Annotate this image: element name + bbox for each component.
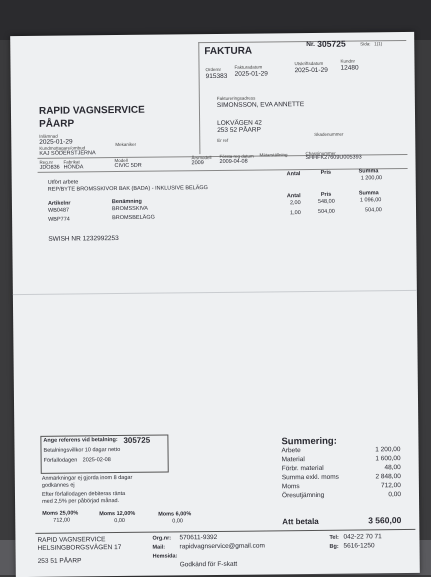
orgnr-label: Org.nr: bbox=[152, 535, 172, 542]
fakturadatum-label: Fakturadatum bbox=[234, 64, 263, 70]
moms-6-value: 0,00 bbox=[172, 518, 184, 525]
forfallo-label: Förfallodagen bbox=[43, 457, 78, 464]
regnr-value: JDO836 bbox=[39, 164, 60, 171]
tel-label: Tel: bbox=[329, 534, 339, 541]
sida-label: Sida: bbox=[360, 41, 371, 47]
work-header: Utfört arbete bbox=[47, 179, 79, 186]
article-row-2-artikelnr: WBP774 bbox=[48, 216, 70, 223]
summary-forbr-label: Förbr. material bbox=[281, 464, 324, 473]
bg-label: Bg: bbox=[329, 543, 339, 550]
billing-label: Faktureringsadress bbox=[216, 95, 256, 101]
kundnr-value: 12480 bbox=[340, 64, 359, 72]
billing-street: LOKVÄGEN 42 bbox=[217, 119, 262, 127]
payment-ref: 305725 bbox=[123, 435, 151, 445]
arsmodell-label: Årsmodell bbox=[191, 155, 212, 161]
anmarkning-line1: Anmärkningar ej gjorda inom 8 dagar bbox=[41, 474, 133, 482]
footer-name: RAPID VAGNSERVICE bbox=[37, 536, 106, 544]
fabrikat-value: HONDA bbox=[63, 164, 84, 171]
summary-forbr-value: 48,00 bbox=[384, 464, 401, 472]
summary-arbete-label: Arbete bbox=[281, 447, 301, 455]
summary-moms-label: Moms bbox=[281, 483, 300, 491]
moms-6-label: Moms 6,00% bbox=[158, 511, 192, 518]
fabrikat-label: Fabrikat bbox=[63, 159, 80, 165]
modell-label: Modell bbox=[114, 157, 128, 164]
swish-number: SWISH NR 1232992253 bbox=[48, 235, 119, 243]
footer-city: 253 51 PÅARP bbox=[37, 557, 82, 565]
fakturadatum-value: 2025-01-29 bbox=[234, 70, 268, 78]
benamning-label: Benämning bbox=[111, 198, 142, 206]
chassi-value: SHHFK27609U005393 bbox=[305, 154, 362, 162]
billing-name: SIMONSSON, EVA ANNETTE bbox=[216, 101, 305, 109]
moms-25-value: 712,00 bbox=[53, 517, 71, 524]
utskrift-value: 2025-01-29 bbox=[294, 66, 328, 75]
tel-value: 042-22 70 71 bbox=[343, 533, 382, 541]
hemsida-label: Hemsida: bbox=[152, 553, 178, 560]
article-row-2-summa: 504,00 bbox=[364, 207, 382, 214]
article-row-2-benamning: BROMSBELÄGG bbox=[112, 214, 155, 222]
moms-25-label: Moms 25,00% bbox=[42, 510, 79, 517]
article-row-1-summa: 1 096,00 bbox=[359, 197, 382, 204]
footer-street: HELSINGBORGSVÄGEN 17 bbox=[37, 543, 122, 552]
fskatt-text: Godkänd för F-skatt bbox=[179, 560, 238, 569]
inlamnad-value: 2025-01-29 bbox=[39, 138, 73, 146]
invoice-title: FAKTURA bbox=[204, 45, 253, 58]
order-label: Ordernr bbox=[205, 66, 222, 73]
summary-arbete-value: 1 200,00 bbox=[375, 446, 401, 454]
ranta-line2: med 2,5% per påbörjad månad. bbox=[42, 498, 120, 505]
skadenummer-label: Skadenummer bbox=[314, 131, 344, 137]
forsta-reg-value: 2009-04-08 bbox=[219, 158, 248, 165]
modell-value: CIVIC 5DR bbox=[114, 162, 142, 170]
mail-value: rapidvagnservice@gmail.com bbox=[179, 542, 265, 551]
matarstallning-label: Mätarställning bbox=[259, 152, 288, 158]
summary-exkl-label: Summa exkl. moms bbox=[281, 473, 339, 482]
kundmottagare-value: KAJ SÖDERSTJERNA bbox=[39, 150, 96, 157]
work-description: REP/BYTE BROMSSKIVOR BAK (BADA) - INKLUSIVE BELÄGG bbox=[47, 185, 208, 193]
regnr-label: Reg.nr bbox=[39, 159, 54, 165]
billing-city: 253 52 PÅARP bbox=[217, 126, 261, 134]
paper-fold bbox=[13, 290, 417, 295]
moms-12-value: 0,00 bbox=[114, 517, 126, 525]
att-betala-label: Att betala bbox=[282, 516, 319, 527]
articles-pris-label: Pris bbox=[320, 191, 332, 198]
kundmottagare-label: Kundmottagare/ombud bbox=[39, 145, 86, 151]
article-row-1-artikelnr: WB0487 bbox=[47, 207, 70, 214]
mail-label: Mail: bbox=[152, 544, 166, 551]
er-ref-label: Er ref bbox=[217, 137, 229, 143]
articles-antal-label: Antal bbox=[286, 193, 301, 200]
mekaniker-label: Mekaniker bbox=[115, 141, 137, 148]
chassi-label: Chassinummer bbox=[305, 150, 336, 157]
inlamnad-label: Inlämnad bbox=[39, 133, 58, 139]
anmarkning-line2: godkännes ej bbox=[41, 482, 75, 489]
article-row-1-antal: 2,00 bbox=[289, 200, 301, 207]
summary-ores-value: 0,00 bbox=[388, 491, 402, 499]
invoice-number: 305725 bbox=[317, 38, 346, 49]
forfallo-value: 2025-02-08 bbox=[82, 457, 111, 464]
invoice-paper bbox=[10, 32, 420, 577]
arsmodell-value: 2009 bbox=[191, 160, 204, 167]
articles-summa-label: Summa bbox=[358, 190, 379, 197]
att-betala-value: 3 560,00 bbox=[368, 515, 402, 526]
kundnr-label: Kundnr bbox=[340, 58, 355, 64]
article-row-2-antal: 1,00 bbox=[290, 210, 301, 217]
company-name-line1: RAPID VAGNSERVICE bbox=[38, 104, 145, 117]
sida-value: 1(1) bbox=[374, 41, 383, 47]
work-antal-label: Antal bbox=[286, 171, 301, 178]
article-row-1-pris: 548,00 bbox=[317, 198, 335, 205]
work-pris-label: Pris bbox=[320, 169, 332, 176]
order-value: 915383 bbox=[205, 72, 228, 81]
article-row-1-benamning: BROMSSKIVA bbox=[111, 205, 148, 213]
company-name-line2: PÅARP bbox=[39, 118, 75, 130]
summary-exkl-value: 2 848,00 bbox=[375, 473, 401, 481]
summary-moms-value: 712,00 bbox=[380, 482, 401, 490]
artikelnr-label: Artikelnr bbox=[47, 200, 71, 207]
work-summa-label: Summa bbox=[358, 168, 379, 175]
summary-ores-label: Öresutjämning bbox=[281, 491, 325, 500]
summary-title: Summering: bbox=[281, 435, 337, 448]
moms-12-label: Moms 12,00% bbox=[99, 510, 136, 518]
summary-material-label: Material bbox=[281, 456, 305, 464]
orgnr-value: 570611-9392 bbox=[179, 533, 218, 542]
payment-ref-label: Ange referens vid betalning: bbox=[43, 437, 118, 444]
forsta-reg-label: Första reg datum bbox=[219, 153, 254, 159]
article-row-2-pris: 504,00 bbox=[318, 208, 335, 215]
utskrift-label: Utskriftsdatum bbox=[294, 60, 324, 67]
invoice-number-label: Nr. bbox=[306, 40, 315, 49]
bg-value: 5616-1250 bbox=[343, 542, 375, 550]
payment-villkor: Betalningsvillkor 10 dagar netto bbox=[43, 447, 121, 454]
ranta-line1: Efter förfallodagen debiteras ränta bbox=[41, 490, 126, 498]
summary-material-value: 1 600,00 bbox=[375, 455, 401, 463]
work-description-sum: 1 200,00 bbox=[360, 175, 383, 182]
